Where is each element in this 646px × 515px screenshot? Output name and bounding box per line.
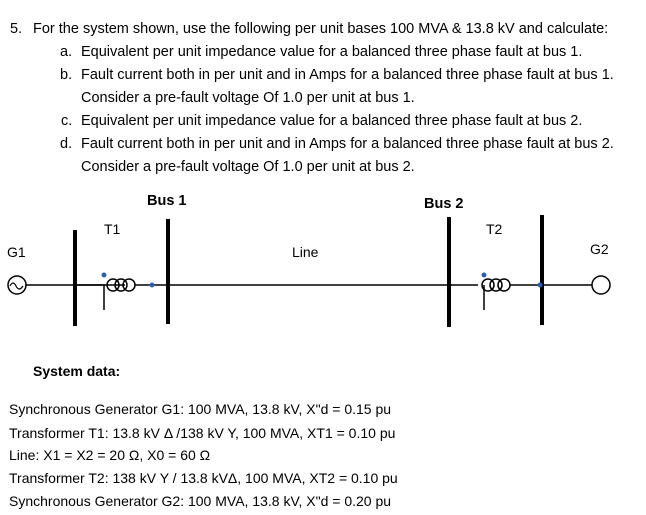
- system-data-row: Transformer T2: 138 kV Y / 13.8 kVΔ, 100 MVA, XT2 = 0.10 pu: [9, 470, 398, 486]
- system-data-row: Transformer T1: 13.8 kV Δ /138 kV Y, 100 MVA, XT1 = 0.10 pu: [9, 425, 396, 441]
- item-d-marker: d.: [60, 136, 73, 152]
- item-c-text: Equivalent per unit impedance value for a balanced three phase fault at bus 2.: [81, 113, 583, 129]
- system-data-row: Line: X1 = X2 = 20 Ω, X0 = 60 Ω: [9, 447, 211, 463]
- item-b-text-line1: Fault current both in per unit and in Amps for a balanced three phase fault at bus 1.: [81, 67, 614, 83]
- t2-label: T2: [486, 221, 503, 237]
- item-a-text: Equivalent per unit impedance value for a balanced three phase fault at bus 1.: [81, 44, 583, 60]
- bus2-label: Bus 2: [424, 196, 464, 212]
- bus1-bar: [166, 219, 170, 324]
- item-b-text-line2: Consider a pre-fault voltage Of 1.0 per unit at bus 1.: [81, 90, 415, 106]
- g2-label: G2: [590, 241, 609, 257]
- bus2-bar: [447, 217, 451, 327]
- line-label: Line: [292, 244, 319, 260]
- item-c-marker: c.: [61, 113, 73, 129]
- item-d-text-line1: Fault current both in per unit and in Amps for a balanced three phase fault at bus 2.: [81, 136, 614, 152]
- system-data-row: Synchronous Generator G1: 100 MVA, 13.8 kV, X"d = 0.15 pu: [9, 401, 392, 417]
- g1-label: G1: [7, 244, 26, 260]
- question-intro: For the system shown, use the following per unit bases 100 MVA & 13.8 kV and calculate:: [33, 21, 609, 37]
- bus1-label: Bus 1: [147, 193, 187, 209]
- question-number: 5.: [10, 21, 23, 37]
- item-b-marker: b.: [60, 67, 73, 83]
- item-d-text-line2: Consider a pre-fault voltage Of 1.0 per unit at bus 2.: [81, 159, 415, 175]
- system-data-row: Synchronous Generator G2: 100 MVA, 13.8 kV, X"d = 0.20 pu: [9, 493, 392, 509]
- t1-label: T1: [104, 221, 121, 237]
- item-a-marker: a.: [60, 44, 73, 60]
- system-data-heading: System data:: [33, 363, 121, 379]
- g2-generator-symbol: [592, 276, 610, 294]
